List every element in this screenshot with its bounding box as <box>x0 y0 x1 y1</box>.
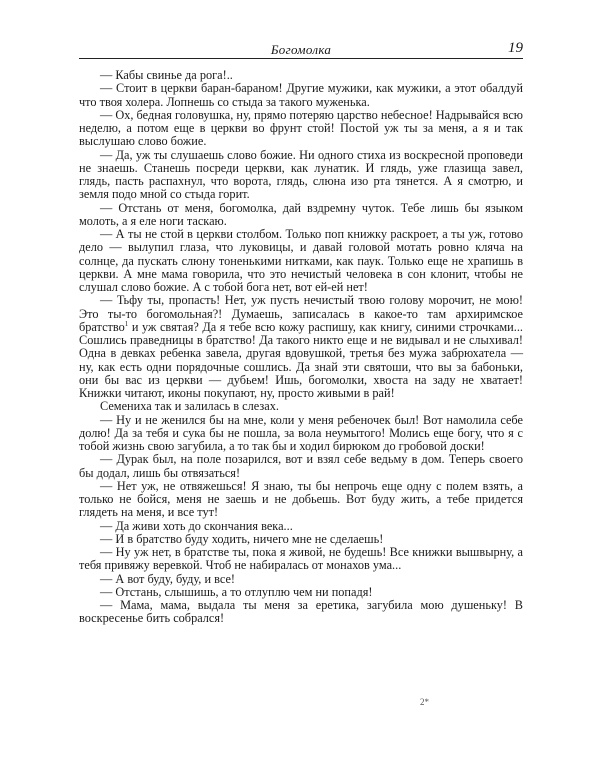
paragraph: — Да живи хоть до скончания века... <box>100 518 293 533</box>
paragraph: — Отстань, слышишь, а то отлуплю чем ни попадя! <box>100 584 373 599</box>
paragraph: — Кабы свинье да рога!.. <box>100 68 233 82</box>
running-head <box>79 40 523 58</box>
paragraph: — Отстань от меня, богомолка, дай вздремну чуток. Тебе лишь бы языком молоть, а я еле ноги таскаю. <box>79 200 523 228</box>
paragraph: — Ох, бедная головушка, ну, прямо потеряю царство небесное! Надрывайся всю неделю, а потом еще в церкви во фрунт стой! Постой уж ты за меня, а я и так выслушаю слово божие. <box>79 107 523 149</box>
header-rule <box>79 58 523 59</box>
paragraph: — И в братство буду ходить, ничего мне не сделаешь! <box>100 531 384 546</box>
paragraph: — Да, уж ты слушаешь слово божие. Ни одного стиха из воскресной проповеди не знаешь. Станешь посреди церкви, как лунатик. И глядь, уже глазища завел, глядь, пасть распахнул, что ворота, глядь, слюна изо рта тянется. А я смотрю, и земля подо мной со стыда горит. <box>79 147 523 202</box>
paragraph-text: — Тьфу ты, пропасть! Нет, уж пусть нечистый твою голову морочит, не мою! Это ты-то богомольная?! Думаешь, записалась в какое-то там архиримское братство <box>79 293 523 334</box>
body-text <box>79 69 523 626</box>
paragraph: — Стоит в церкви баран-бараном! Другие мужики, как мужики, а этот обалдуй что твоя холера. Лопнешь со стыда за такого муженька. <box>79 81 523 109</box>
paragraph: — Ну уж нет, в братстве ты, пока я живой, не будешь! Все книжки вышвырну, а тебя привяжу веревкой. Чтоб не набиралась от монахов ума... <box>79 545 523 573</box>
paragraph: — Дурак был, на поле позарился, вот и взял себе ведьму в дом. Теперь своего бы додал, лишь бы отвязаться! <box>79 452 523 480</box>
footnote-marker[interactable]: 1 <box>124 319 129 328</box>
printer-signature-mark: 2* <box>420 697 429 707</box>
paragraph: — Мама, мама, выдала ты меня за еретика, загубила мою душеньку! В воскресенье бить собрался! <box>79 598 523 626</box>
paragraph <box>79 294 523 400</box>
paragraph: — Нет уж, не отвяжешься! Я знаю, ты бы непрочь еще одну с полем взять, а только не бойся, меня не заешь и не добьешь. Вот буду жить, а тебе придется глядеть на меня, и все тут! <box>79 478 523 520</box>
paragraph: — А ты не стой в церкви столбом. Только поп книжку раскроет, а ты уж, готово дело — вылупил глаза, что луковицы, и давай головой мотать ровно кляча на солнце, да пускать слюну тоненькими нитками, как паук. Только еще не храпишь в церкви. А мне мама говорила, что это нечистый человека в сон клонит, чтобы не слушал слово божие. А с тобой бога нет, вот ей-ей нет! <box>79 227 523 294</box>
paragraph: — А вот буду, буду, и все! <box>100 571 236 586</box>
running-title: Богомолка <box>270 42 332 57</box>
paragraph: — Ну и не женился бы на мне, коли у меня ребеночек был! Вот намолила себе долю! Да за тебя и сука бы не пошла, за вола неумытого! Молись еще богу, что я с тобой жизнь свою загубила, а то так бы и ходил бирюком до гробовой доски! <box>79 412 523 453</box>
paragraph-text: и уж святая? Да я тебе всю кожу распишу, как книгу, синими строчками... Сошлись праведницы в братство! Да такого никто еще и не видывал и не слыхивал! Одна в девках ребенка завела, другая вдовушкой, третья без мужа забрюхатела — ну, как есть одни порядочные сошлись. Да знай эти святоши, что вы за бабоньки, они бы вас из церкви — дубьем! Ишь, богомолки, хвоста на заду не хватает! Книжки читают, иконы покупают, ну, просто живыми в рай! <box>79 319 523 400</box>
paragraph: Семениха так и залилась в слезах. <box>100 399 279 414</box>
page-number: 19 <box>508 40 523 56</box>
